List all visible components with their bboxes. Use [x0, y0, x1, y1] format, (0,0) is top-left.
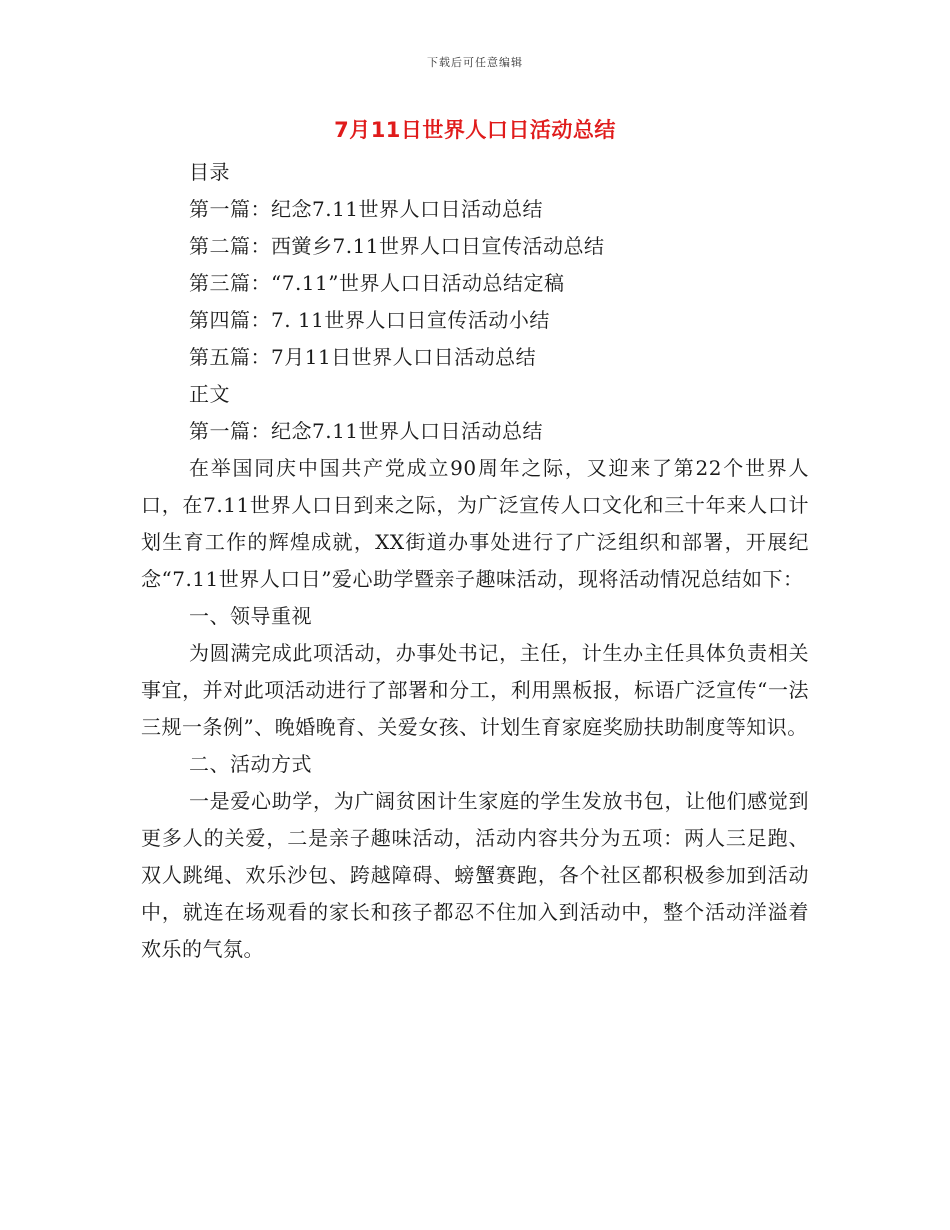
section-paragraph-2: 一是爱心助学，为广阔贫困计生家庭的学生发放书包，让他们感觉到更多人的关爱，二是亲子趣味活动，活动内容共分为五项：两人三足跑、双人跳绳、欢乐沙包、跨越障碍、螃蟹赛跑，各个社区都积极参加到活动中，就连在场观看的家长和孩子都忍不住加入到活动中，整个活动洋溢着欢乐的气氛。 — [141, 789, 809, 961]
toc-item-5: 第五篇：7月11日世界人口日活动总结 — [189, 345, 537, 369]
toc-item-4: 第四篇：7. 11世界人口日宣传活动小结 — [189, 308, 550, 332]
page-header-note: 下载后可任意编辑 — [427, 56, 523, 69]
toc-item-2: 第二篇：西黉乡7.11世界人口日宣传活动总结 — [189, 234, 605, 258]
article-title: 第一篇：纪念7.11世界人口日活动总结 — [189, 419, 544, 443]
section-paragraph-1: 为圆满完成此项活动，办事处书记，主任，计生办主任具体负责相关事宜，并对此项活动进行了部署和分工，利用黑板报，标语广泛宣传“一法三规一条例”、晚婚晚育、关爱女孩、计划生育家庭奖励扶助制度等知识。 — [141, 641, 809, 739]
toc-item-1: 第一篇：纪念7.11世界人口日活动总结 — [189, 197, 544, 221]
document-body — [141, 154, 809, 968]
intro-paragraph: 在举国同庆中国共产党成立90周年之际，又迎来了第22个世界人口，在7.11世界人口日到来之际，为广泛宣传人口文化和三十年来人口计划生育工作的辉煌成就，XX街道办事处进行了广泛组织和部署，开展纪念“7.11世界人口日”爱心助学暨亲子趣味活动，现将活动情况总结如下： — [141, 456, 809, 591]
section-heading-2: 二、活动方式 — [189, 752, 312, 776]
toc-item-3: 第三篇：“7.11”世界人口日活动总结定稿 — [189, 271, 565, 295]
toc-heading: 目录 — [189, 160, 230, 184]
document-title: 7月11日世界人口日活动总结 — [334, 118, 616, 142]
section-heading-1: 一、领导重视 — [189, 604, 312, 628]
body-heading: 正文 — [189, 382, 230, 406]
